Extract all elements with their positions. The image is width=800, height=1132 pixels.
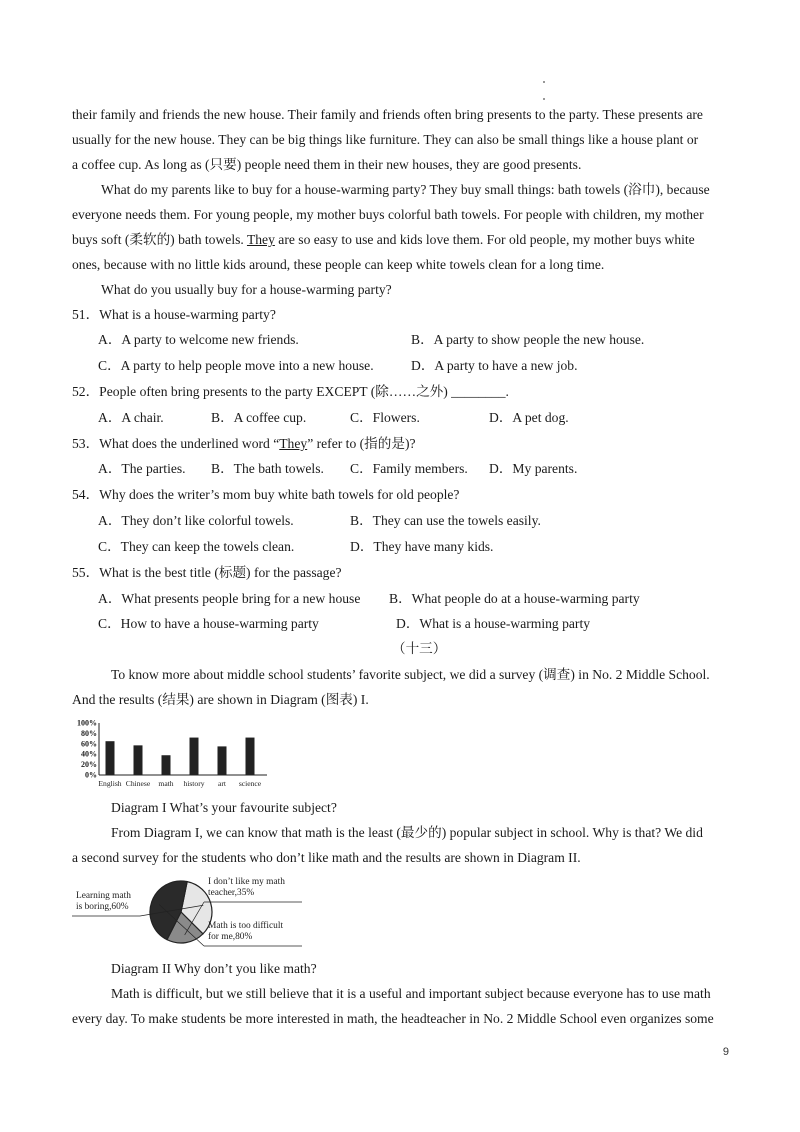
q52-option-b: B．A coffee cup. [211,410,307,425]
q51-option-b: B．A party to show people the new house. [411,332,645,347]
q53-option-c: C．Family members. [350,461,468,476]
x-tick-label: English [98,779,122,788]
passage-line: their family and friends the new house. Their family and friends often bring presents to the party. These presents are [72,107,703,122]
q51-option-a: A．A party to welcome new friends. [98,332,299,347]
q53-stem-text: 53．What does the underlined word “ [72,436,280,451]
passage2-line: a second survey for the students who don’t like math and the results are shown in Diagram II. [72,850,581,865]
q55-option-c: C．How to have a house-warming party [98,616,319,631]
diagram-2-caption: Diagram II Why don’t you like math? [111,961,317,976]
bar-science [246,738,255,775]
diagram-2-pie-chart [70,872,306,956]
passage-line [72,231,695,249]
y-tick-label: 80% [81,728,97,738]
q52-option-c: C．Flowers. [350,410,420,425]
q55-option-a: A．What presents people bring for a new house [98,591,361,606]
passage-line: What do you usually buy for a house-warming party? [101,282,392,297]
bar-math [162,755,171,775]
q54-option-c: C．They can keep the towels clean. [98,539,295,554]
q52-option-a: A．A chair. [98,410,164,425]
x-tick-label: science [238,779,262,788]
passage2-line: From Diagram I, we can know that math is the least (最少的) popular subject in school. Why is that? We did [111,825,703,840]
q55-option-d: D．What is a house-warming party [396,616,591,631]
q53-option-a: A．The parties. [98,461,186,476]
scan-speck [543,81,545,83]
x-tick-label: Chinese [125,779,151,788]
scan-speck [543,98,545,100]
q52-option-d: D．A pet dog. [489,410,569,425]
q54-option-a: A．They don’t like colorful towels. [98,513,294,528]
q53-stem-text: ” refer to (指的是)? [307,436,416,451]
passage-line: everyone needs them. For young people, my mother buys colorful bath towels. For people with children, my mother [72,207,704,222]
y-tick-label: 100% [77,718,97,728]
x-tick-label: math [158,779,174,788]
q54-option-b: B．They can use the towels easily. [350,513,541,528]
q55-option-b: B．What people do at a house-warming party [389,591,640,606]
q53-underlined-word: They [279,436,308,451]
bar-chinese [134,745,143,775]
passage-line: What do my parents like to buy for a house-warming party? They buy small things: bath towels (浴巾), because [101,182,710,197]
bar-english [106,741,115,775]
diagram-1-bar-chart [70,716,270,792]
pie-label: teacher,35% [208,888,255,898]
y-tick-label: 40% [81,749,97,759]
passage-line: ones, because with no little kids around, these people can keep white towels clean for a long time. [72,257,605,272]
page-number: 9 [722,1046,729,1058]
pie-label: is boring,60% [76,902,129,912]
diagram-1-caption: Diagram I What’s your favourite subject? [111,800,337,815]
y-tick-label: 0% [85,770,97,780]
pie-label: I don’t like my math [208,877,285,887]
question-55-stem: 55．What is the best title (标题) for the passage? [72,565,342,580]
passage-text: are so easy to use and kids love them. For old people, my mother buys white [274,232,695,247]
q51-option-d: D．A party to have a new job. [411,358,578,373]
passage-line: a coffee cup. As long as (只要) people need them in their new houses, they are good presents. [72,157,582,172]
passage2-line: To know more about middle school students’ favorite subject, we did a survey (调查) in No. 2 Middle School. [111,667,710,682]
question-53-stem [72,435,416,453]
q51-option-c: C．A party to help people move into a new house. [98,358,374,373]
section-title: （十三） [392,641,447,656]
question-51-stem: 51．What is a house-warming party? [72,307,276,322]
y-tick-label: 60% [81,739,97,749]
passage-line: usually for the new house. They can be big things like furniture. They can also be small things like a house plant or [72,132,699,147]
passage-text: buys soft (柔软的) bath towels. [72,232,244,247]
x-tick-label: art [217,779,227,788]
q53-option-b: B．The bath towels. [211,461,324,476]
pie-label: Learning math [76,891,131,901]
x-tick-label: history [183,779,205,788]
underlined-word-they: They [246,232,275,247]
y-tick-label: 20% [81,760,97,770]
passage2-line: every day. To make students be more interested in math, the headteacher in No. 2 Middle School even organizes some [72,1011,714,1026]
bar-art [218,746,227,775]
passage2-line: And the results (结果) are shown in Diagram (图表) I. [72,692,369,707]
passage2-line: Math is difficult, but we still believe that it is a useful and important subject because everyone has to use math [111,986,711,1001]
q54-option-d: D．They have many kids. [350,539,494,554]
q53-option-d: D．My parents. [489,461,578,476]
question-54-stem: 54．Why does the writer’s mom buy white bath towels for old people? [72,487,460,502]
pie-label: Math is too difficult [208,921,284,931]
pie-label: for me,80% [208,932,253,942]
question-52-stem: 52．People often bring presents to the party EXCEPT (除……之外) ________. [72,384,509,399]
bar-history [190,738,199,775]
